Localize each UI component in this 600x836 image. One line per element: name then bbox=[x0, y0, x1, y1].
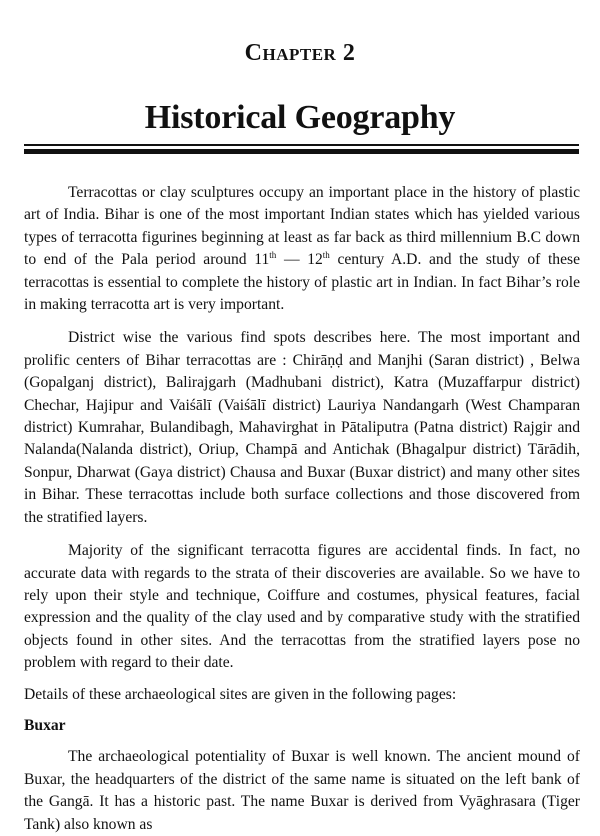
paragraph-find-spots: District wise the various find spots describes here. The most important and prolific centers of Bihar terracottas are : Chirāṇḍ and Manjhi (Saran district) , Belwa (Gopalganj district), Balirajgarh (Madhubani district), Katra (Muzaffarpur district) Chechar, Hajipur and Vaiśālī (Vaiśālī district) Lauriya Nandangarh (West Champaran district) Kumrahar, Bulandibagh, Mahavirghat in Pātaliputra (Patna district) Rajgir and Nalanda(Nalanda district), Oriup, Champā and Antichak (Bhagalpur district) Tārādih, Sonpur, Dharwat (Gaya district) Chausa and Buxar (Buxar district) and many other sites in Bihar. These terracottas include both surface collections and those discovered from the stratified layers. bbox=[24, 329, 580, 526]
title-rule-thick bbox=[24, 149, 579, 154]
ordinal-suffix: th bbox=[269, 250, 277, 261]
section-heading-buxar: Buxar bbox=[24, 716, 66, 734]
paragraph-gap bbox=[24, 737, 580, 746]
paragraph-buxar: The archaeological potentiality of Buxar is well known. The ancient mound of Buxar, the headquarters of the district of the same name is situated on the left bank of the Gangā. It has a historic past. The name Buxar is derived from Vyāghrasara (Tiger Tank) also known as bbox=[24, 748, 580, 833]
ordinal-suffix: th bbox=[322, 250, 330, 261]
paragraph-intro bbox=[24, 182, 580, 316]
chapter-body bbox=[24, 182, 580, 836]
paragraph-intro-text-a: Terracottas or clay sculptures occupy an important place in the history of plastic art of India. Bihar is one of the most important Indian states which has yielded various types of terracotta figurines beginning at least as far back as third millennium B.C down to end of the Pala period around 11 bbox=[24, 184, 580, 269]
paragraph-gap bbox=[24, 316, 580, 327]
chapter-label: Chapter 2 bbox=[244, 40, 356, 66]
title-rule-thin bbox=[24, 144, 579, 146]
paragraph-gap bbox=[24, 529, 580, 540]
paragraph-intro-text-b: — 12 bbox=[276, 251, 323, 269]
paragraph-gap bbox=[24, 675, 580, 684]
paragraph-dating: Majority of the significant terracotta figures are accidental finds. In fact, no accurate data with regards to the strata of their discoveries are available. So we have to rely upon their style and technique, Coiffure and costumes, physical features, facial expression and the quality of the clay used and by comparative study with the stratified objects found in other sites. And the terracottas from the stratified layers pose no problem with regard to their date. bbox=[24, 542, 580, 672]
chapter-title: Historical Geography bbox=[144, 99, 456, 136]
paragraph-gap bbox=[24, 706, 580, 715]
paragraph-details-intro: Details of these archaeological sites are given in the following pages: bbox=[24, 685, 457, 703]
paragraph-intro-text-c: century A.D. and the study of these terracottas is essential to complete the history of plastic art in Indian. In fact Bihar’s role in making terracotta art is very important. bbox=[24, 251, 580, 314]
